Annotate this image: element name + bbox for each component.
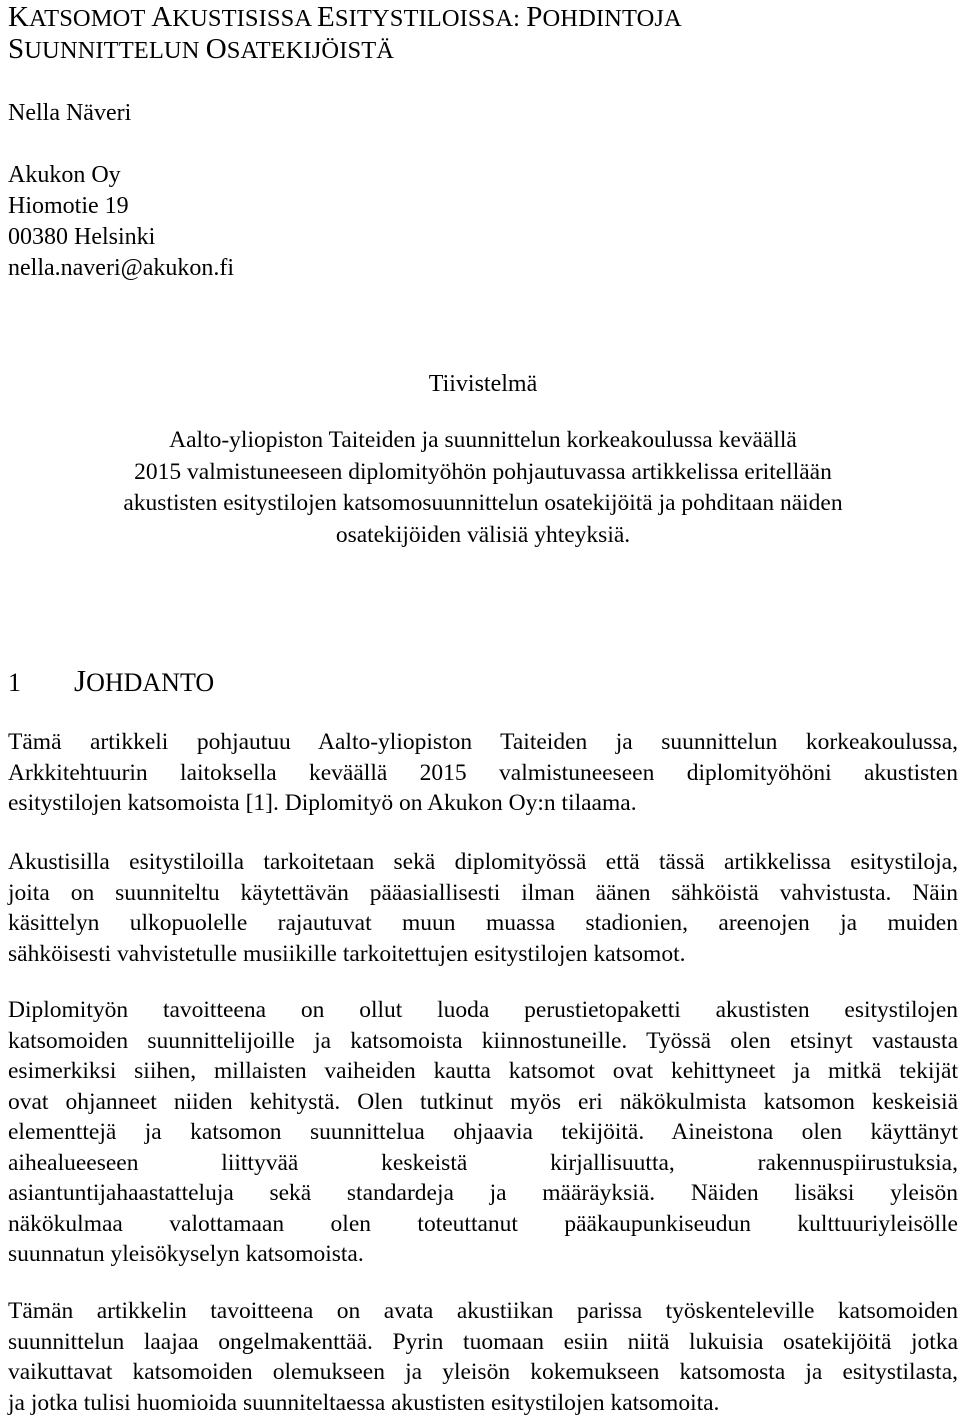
paragraph-line: sähköisesti vahvistetulle musiikille tarkoitettujen esitystilojen katsomot. — [8, 939, 958, 970]
paragraph-line: ovat ohjanneet niiden kehitystä. Olen tutkinut myös eri näkökulmista katsomon keskeisiä — [8, 1087, 958, 1118]
paragraph-line: Arkkitehtuurin laitoksella keväällä 2015 valmistuneeseen diplomityöhöni akustisten — [8, 758, 958, 789]
address-company: Akukon Oy — [8, 160, 234, 191]
paragraph-line: katsomoiden suunnittelijoille ja katsomoista kiinnostuneille. Työssä olen etsinyt vastausta — [8, 1026, 958, 1057]
paper-title — [8, 2, 682, 66]
paragraph-line: ja jotka tulisi huomioida suunniteltaessa akustisten esitystilojen katsomoita. — [8, 1388, 958, 1418]
author-address — [8, 160, 234, 284]
paragraph-line: Tämä artikkeli pohjautuu Aalto-yliopiston Taiteiden ja suunnittelun korkeakoulussa, — [8, 727, 958, 758]
paragraph-line: näkökulmaa valottamaan olen toteuttanut pääkaupunkiseudun kulttuuriyleisölle — [8, 1209, 958, 1240]
paragraph-1 — [8, 727, 958, 819]
section-title: JOHDANTO — [74, 668, 214, 697]
title-line-1: KATSOMOT AKUSTISISSA ESITYSTILOISSA: POHDINTOJA — [8, 2, 682, 34]
section-number: 1 — [8, 666, 74, 700]
address-email: nella.naveri@akukon.fi — [8, 253, 234, 284]
paragraph-line: Tämän artikkelin tavoitteena on avata akustiikan parissa työskenteleville katsomoiden — [8, 1296, 958, 1327]
paragraph-line: vaikuttavat katsomoiden olemukseen ja yleisön kokemukseen katsomosta ja esitystilasta, — [8, 1357, 958, 1388]
paragraph-line: Akustisilla esitystiloilla tarkoitetaan sekä diplomityössä että tässä artikkelissa esitystiloja, — [8, 847, 958, 878]
title-line-2: SUUNNITTELUN OSATEKIJÖISTÄ — [8, 34, 682, 66]
abstract-line: akustisten esitystilojen katsomosuunnittelun osatekijöitä ja pohditaan näiden — [8, 488, 958, 520]
address-street: Hiomotie 19 — [8, 191, 234, 222]
paragraph-line: joita on suunniteltu käytettävän pääasiallisesti ilman äänen sähköistä vahvistusta. Näin — [8, 878, 958, 909]
section-heading — [8, 664, 214, 700]
abstract-line: 2015 valmistuneeseen diplomityöhön pohjautuvassa artikkelissa eritellään — [8, 457, 958, 489]
paragraph-line: asiantuntijahaastatteluja sekä standardeja ja määräyksiä. Näiden lisäksi yleisön — [8, 1178, 958, 1209]
paragraph-line: Diplomityön tavoitteena on ollut luoda perustietopaketti akustisten esitystilojen — [8, 995, 958, 1026]
paragraph-line: suunnatun yleisökyselyn katsomoista. — [8, 1239, 958, 1270]
paragraph-3 — [8, 995, 958, 1270]
paragraph-line: esimerkiksi siihen, millaisten vaiheiden kautta katsomot ovat kehittyneet ja mitkä tekijät — [8, 1056, 958, 1087]
paragraph-2 — [8, 847, 958, 969]
abstract-line: osatekijöiden välisiä yhteyksiä. — [8, 520, 958, 552]
paragraph-line: käsittelyn ulkopuolelle rajautuvat muun muassa stadionien, areenojen ja muiden — [8, 908, 958, 939]
paragraph-4 — [8, 1296, 958, 1418]
paragraph-line: aihealueeseen liittyvää keskeistä kirjallisuutta, rakennuspiirustuksia, — [8, 1148, 958, 1179]
abstract-line: Aalto-yliopiston Taiteiden ja suunnittelun korkeakoulussa keväällä — [8, 425, 958, 457]
paragraph-line: esitystilojen katsomoista [1]. Diplomityö on Akukon Oy:n tilaama. — [8, 788, 958, 819]
paragraph-line: suunnittelun laajaa ongelmakenttää. Pyrin tuomaan esiin niitä lukuisia osatekijöitä jotka — [8, 1327, 958, 1358]
abstract-text — [8, 425, 958, 551]
author-name: Nella Näveri — [8, 98, 131, 128]
address-city: 00380 Helsinki — [8, 222, 234, 253]
abstract-heading: Tiivistelmä — [8, 369, 958, 399]
paragraph-line: elementtejä ja katsomon suunnittelua ohjaavia tekijöitä. Aineistona olen käyttänyt — [8, 1117, 958, 1148]
